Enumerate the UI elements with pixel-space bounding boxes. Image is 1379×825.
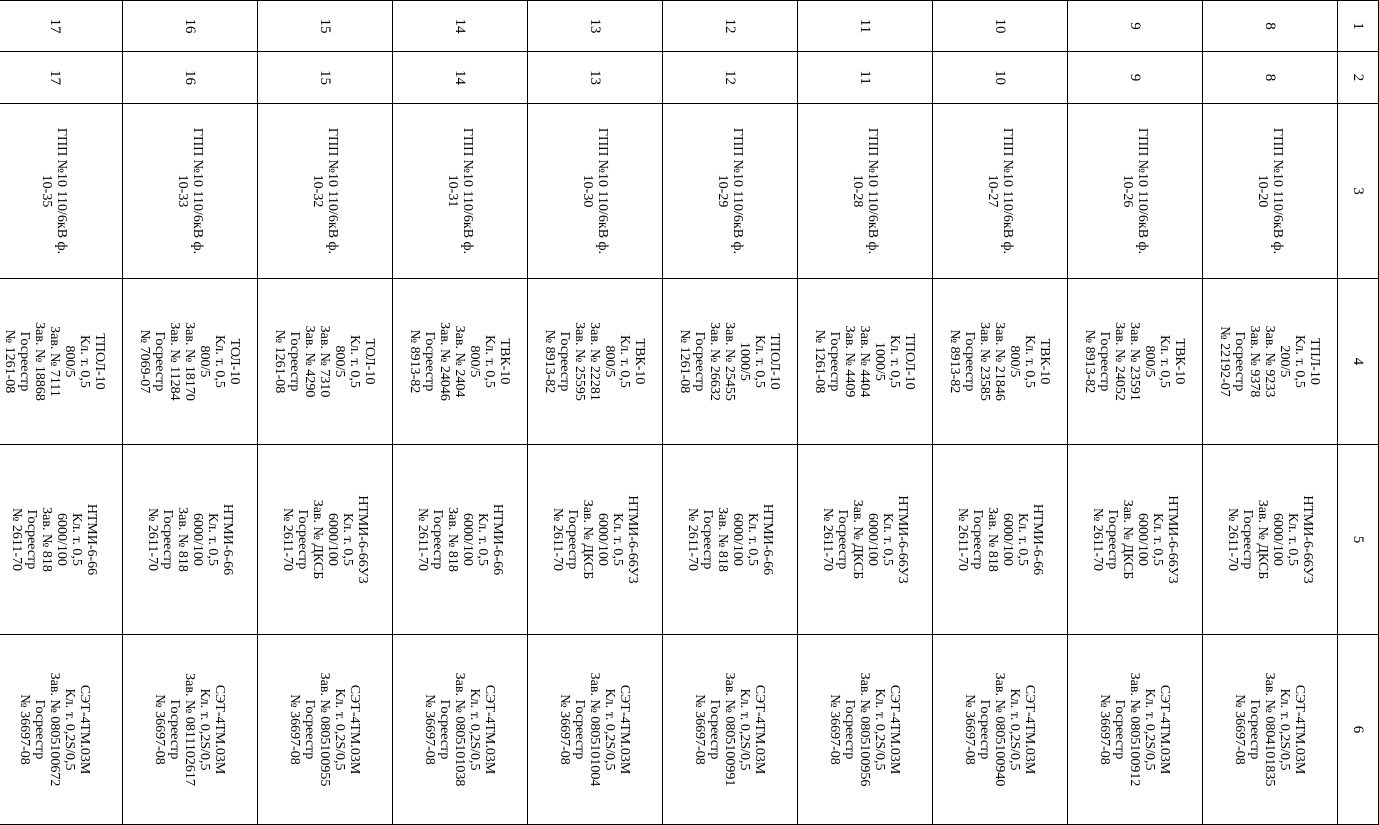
- cell-line: Зав. № 24052: [1112, 322, 1128, 401]
- cell-line: Зав. № 0805100955: [317, 672, 333, 787]
- cell-line: 1000/5: [737, 342, 753, 381]
- row-number-cell: 9: [1068, 1, 1203, 52]
- cell-line: № 1261-08: [2, 329, 17, 394]
- cell-line: Кл. т. 0,5: [617, 335, 633, 388]
- cell-line: № 1261-08: [677, 329, 693, 394]
- row-number-cell: 12: [663, 1, 798, 52]
- cell-line: 800/5: [62, 345, 77, 378]
- cell-line: НТМИ-6-66У3: [1300, 495, 1315, 584]
- connection-name-cell: [933, 104, 1068, 279]
- cell-line: НТМИ-6-66: [1030, 503, 1045, 576]
- cell-line: № 8913-82: [1082, 329, 1098, 394]
- cell-line: Кл. т. 0,2S/0,5: [1277, 688, 1293, 771]
- cell-line: Зав. № 0805101038: [452, 672, 468, 787]
- cell-line: Госреестр: [1105, 509, 1120, 570]
- cell-line: СЭТ-4ТМ.03М: [77, 684, 92, 775]
- cell-line: № 8913-82: [947, 329, 963, 394]
- cell-line: № 8913-82: [542, 329, 558, 394]
- meter-cell: [933, 635, 1068, 825]
- position-number-cell: 13: [528, 52, 663, 104]
- cell-line: Госреестр: [437, 699, 453, 760]
- connection-name-cell: [258, 104, 393, 279]
- table-row: [663, 1, 798, 825]
- voltage-transformer-cell: [1203, 445, 1338, 635]
- table-row: [393, 1, 528, 825]
- table-row: [933, 1, 1068, 825]
- cell-line: Кл. т. 0,2S/0,5: [1142, 688, 1158, 771]
- connection-name-cell: [393, 104, 528, 279]
- cell-line: НТМИ-6-66: [220, 503, 235, 576]
- cell-line: Госреестр: [1232, 331, 1248, 392]
- cell-line: Госреестр: [565, 509, 580, 570]
- cell-line: Госреестр: [835, 509, 850, 570]
- cell-line: Госреестр: [430, 509, 445, 570]
- cell-line: Зав. № ДКСБ: [1120, 499, 1135, 580]
- cell-line: 6000/100: [460, 513, 475, 566]
- cell-line: 6000/100: [1000, 513, 1015, 566]
- cell-line: Зав. № 24046: [437, 322, 453, 401]
- header-cell-2: 2: [1338, 52, 1379, 104]
- cell-line: № 2611-70: [9, 508, 25, 571]
- cell-line: ГПП №10 110/6кВ ф.: [1000, 127, 1015, 255]
- cell-line: 800/5: [1142, 345, 1158, 378]
- cell-line: Кл. т. 0,2S/0,5: [62, 688, 77, 771]
- position-number-cell: 9: [1068, 52, 1203, 104]
- position-number-cell: 14: [393, 52, 528, 104]
- cell-line: НТМИ-6-66У3: [625, 495, 640, 584]
- meter-cell: [1068, 635, 1203, 825]
- cell-line: Кл. т. 0,5: [610, 513, 625, 566]
- meter-cell: [123, 635, 258, 825]
- cell-line: Кл. т. 0,2S/0,5: [737, 688, 753, 771]
- cell-line: Госреестр: [842, 699, 858, 760]
- cell-line: Кл. т. 0,5: [1022, 335, 1038, 388]
- cell-line: Госреестр: [1112, 699, 1128, 760]
- cell-line: ТВК-10: [1037, 338, 1053, 385]
- cell-line: Зав. № 9233: [1262, 325, 1278, 398]
- cell-line: № 36697-08: [962, 694, 978, 765]
- cell-line: Зав. № 7111: [47, 326, 62, 397]
- cell-line: Зав. № 0805100672: [47, 672, 62, 787]
- cell-line: № 2611-70: [145, 508, 160, 571]
- cell-line: Госреестр: [160, 509, 175, 570]
- cell-line: СЭТ-4ТМ.03М: [1157, 684, 1173, 775]
- cell-line: СЭТ-4ТМ.03М: [1022, 684, 1038, 775]
- voltage-transformer-cell: [258, 445, 393, 635]
- cell-line: Госреестр: [1240, 509, 1255, 570]
- meter-cell: [528, 635, 663, 825]
- cell-line: СЭТ-4ТМ.03М: [752, 684, 768, 775]
- cell-line: Зав. № 818: [39, 507, 55, 572]
- table-row: [123, 1, 258, 825]
- cell-line: Зав. № 11284: [167, 322, 183, 401]
- cell-line: Госреестр: [422, 331, 438, 392]
- cell-line: Госреестр: [17, 331, 32, 392]
- connection-name-cell: [1203, 104, 1338, 279]
- cell-line: 800/5: [602, 345, 618, 378]
- cell-line: Зав. № 22281: [587, 322, 603, 401]
- cell-line: Госреестр: [707, 699, 723, 760]
- cell-line: № 36697-08: [1097, 694, 1113, 765]
- cell-line: Зав. № ДКСБ: [580, 499, 595, 580]
- cell-line: 1000/5: [872, 342, 888, 381]
- cell-line: Кл. т. 0,5: [1157, 335, 1173, 388]
- cell-line: 6000/100: [1270, 513, 1285, 566]
- cell-line: ТПОЛ-10: [902, 333, 918, 390]
- row-number-cell: 13: [528, 1, 663, 52]
- cell-line: Госреестр: [700, 509, 715, 570]
- current-transformer-cell: [1203, 279, 1338, 445]
- cell-line: Зав. № 7310: [317, 325, 333, 398]
- cell-line: Зав. № ДКСБ: [1255, 499, 1270, 580]
- cell-line: Кл. т. 0,5: [1015, 513, 1030, 566]
- cell-line: Зав. № ДКСБ: [850, 499, 865, 580]
- cell-line: Зав. № 18170: [182, 322, 198, 401]
- cell-line: Госреестр: [962, 331, 978, 392]
- current-transformer-cell: [933, 279, 1068, 445]
- cell-line: Кл. т. 0,2S/0,5: [197, 688, 213, 771]
- meter-cell: [0, 635, 123, 825]
- cell-line: Госреестр: [1247, 699, 1263, 760]
- voltage-transformer-cell: [663, 445, 798, 635]
- cell-line: 6000/100: [54, 513, 70, 566]
- cell-line: Зав. № 25455: [722, 322, 738, 401]
- cell-line: Зав. № 21846: [992, 322, 1008, 401]
- cell-line: Кл. т. 0,2S/0,5: [332, 688, 348, 771]
- cell-line: № 36697-08: [287, 694, 303, 765]
- current-transformer-cell: [798, 279, 933, 445]
- cell-line: Кл. т. 0,5: [340, 513, 355, 566]
- cell-line: ТПЛ-10: [1307, 338, 1323, 385]
- current-transformer-cell: [0, 279, 123, 445]
- meter-cell: [258, 635, 393, 825]
- cell-line: Госреестр: [1097, 331, 1113, 392]
- cell-line: 6000/100: [730, 513, 745, 566]
- cell-line: СЭТ-4ТМ.03М: [347, 684, 363, 775]
- cell-line: № 2611-70: [415, 508, 430, 571]
- cell-line: № 36697-08: [422, 694, 438, 765]
- cell-line: ГПП №10 110/6кВ ф.: [325, 127, 340, 255]
- cell-line: Зав. № 23591: [1127, 322, 1143, 401]
- cell-line: Зав. № 25595: [572, 322, 588, 401]
- cell-line: 6000/100: [1135, 513, 1150, 566]
- header-cell-4: 4: [1338, 279, 1379, 445]
- cell-line: ТОЛ-10: [362, 338, 378, 385]
- cell-line: ТПОЛ-10: [92, 333, 107, 390]
- row-number-cell: 16: [123, 1, 258, 52]
- cell-line: Госреестр: [287, 331, 303, 392]
- cell-line: Госреестр: [827, 331, 843, 392]
- meter-cell: [393, 635, 528, 825]
- cell-line: № 2611-70: [550, 508, 565, 571]
- cell-line: Зав. № 9378: [1247, 325, 1263, 398]
- cell-line: Зав. № 818: [985, 507, 1000, 572]
- current-transformer-cell: [528, 279, 663, 445]
- cell-line: № 1261-08: [272, 329, 288, 394]
- cell-line: Зав. № 0805100956: [857, 672, 873, 787]
- cell-line: ГПП №10 110/6кВ ф.: [730, 127, 745, 255]
- cell-line: № 2611-70: [1225, 508, 1240, 571]
- header-row: [1338, 1, 1379, 825]
- cell-line: 10-33: [175, 174, 190, 208]
- position-number-cell: 15: [258, 52, 393, 104]
- cell-line: 800/5: [332, 345, 348, 378]
- voltage-transformer-cell: [0, 445, 123, 635]
- meter-cell: [798, 635, 933, 825]
- cell-line: ГПП №10 110/6кВ ф.: [460, 127, 475, 255]
- cell-line: 800/5: [1007, 345, 1023, 378]
- cell-line: 10-20: [1255, 174, 1270, 208]
- current-transformer-cell: [663, 279, 798, 445]
- cell-line: 10-35: [39, 174, 55, 208]
- cell-line: ТВК-10: [1172, 338, 1188, 385]
- cell-line: Госреестр: [302, 699, 318, 760]
- header-cell-1: 1: [1338, 1, 1379, 52]
- cell-line: № 1261-08: [812, 329, 828, 394]
- cell-line: Зав. № ДКСБ: [310, 499, 325, 580]
- cell-line: Зав. № 818: [175, 507, 190, 572]
- cell-line: Кл. т. 0,2S/0,5: [467, 688, 483, 771]
- cell-line: № 36697-08: [17, 694, 32, 765]
- voltage-transformer-cell: [933, 445, 1068, 635]
- position-number-cell: 17: [0, 52, 123, 104]
- cell-line: Кл. т. 0,5: [1285, 513, 1300, 566]
- table-row: [1203, 1, 1338, 825]
- cell-line: 6000/100: [595, 513, 610, 566]
- cell-line: Кл. т. 0,2S/0,5: [602, 688, 618, 771]
- cell-line: № 2611-70: [820, 508, 835, 571]
- cell-line: 6000/100: [190, 513, 205, 566]
- connection-name-cell: [1068, 104, 1203, 279]
- current-transformer-cell: [1068, 279, 1203, 445]
- table-row: [258, 1, 393, 825]
- connection-name-cell: [0, 104, 123, 279]
- cell-line: 10-32: [310, 174, 325, 208]
- cell-line: Кл. т. 0,5: [745, 513, 760, 566]
- cell-line: № 36697-08: [1232, 694, 1248, 765]
- cell-line: Госреестр: [167, 699, 183, 760]
- current-transformer-cell: [123, 279, 258, 445]
- table-row: [798, 1, 933, 825]
- voltage-transformer-cell: [393, 445, 528, 635]
- position-number-cell: 10: [933, 52, 1068, 104]
- voltage-transformer-cell: [798, 445, 933, 635]
- cell-line: Зав. № 4290: [302, 325, 318, 398]
- position-number-cell: 11: [798, 52, 933, 104]
- cell-line: № 36697-08: [557, 694, 573, 765]
- cell-line: Зав. № 818: [715, 507, 730, 572]
- cell-line: ТОЛ-10: [227, 338, 243, 385]
- cell-line: Зав. № 2404: [452, 325, 468, 398]
- row-number-cell: 10: [933, 1, 1068, 52]
- cell-line: ГПП №10 110/6кВ ф.: [865, 127, 880, 255]
- cell-line: Зав. № 23585: [977, 322, 993, 401]
- cell-line: Госреестр: [692, 331, 708, 392]
- cell-line: СЭТ-4ТМ.03М: [482, 684, 498, 775]
- cell-line: СЭТ-4ТМ.03М: [617, 684, 633, 775]
- header-cell-6: 6: [1338, 635, 1379, 825]
- cell-line: Кл. т. 0,2S/0,5: [1007, 688, 1023, 771]
- cell-line: № 7069-07: [137, 329, 153, 394]
- cell-line: СЭТ-4ТМ.03М: [212, 684, 228, 775]
- meter-cell: [1203, 635, 1338, 825]
- cell-line: Кл. т. 0,5: [347, 335, 363, 388]
- cell-line: НТМИ-6-66: [760, 503, 775, 576]
- cell-line: Госреестр: [152, 331, 168, 392]
- cell-line: Зав. № 0805101004: [587, 672, 603, 787]
- position-number-cell: 8: [1203, 52, 1338, 104]
- cell-line: Зав. № 818: [445, 507, 460, 572]
- cell-line: Кл. т. 0,5: [887, 335, 903, 388]
- cell-line: СЭТ-4ТМ.03М: [1292, 684, 1308, 775]
- cell-line: Госреестр: [970, 509, 985, 570]
- cell-line: 6000/100: [325, 513, 340, 566]
- row-number-cell: 17: [0, 1, 123, 52]
- cell-line: № 2611-70: [955, 508, 970, 571]
- cell-line: Зав. № 4404: [857, 325, 873, 398]
- cell-line: Кл. т. 0,2S/0,5: [872, 688, 888, 771]
- cell-line: ГПП №10 110/6кВ ф.: [1135, 127, 1150, 255]
- position-number-cell: 16: [123, 52, 258, 104]
- cell-line: 10-31: [445, 174, 460, 208]
- cell-line: Кл. т. 0,5: [77, 335, 92, 388]
- cell-line: Зав. № 0805100940: [992, 672, 1008, 787]
- cell-line: Кл. т. 0,5: [212, 335, 228, 388]
- cell-line: Кл. т. 0,5: [752, 335, 768, 388]
- cell-line: Кл. т. 0,5: [475, 513, 490, 566]
- cell-line: Зав. № 4409: [842, 325, 858, 398]
- cell-line: Госреестр: [295, 509, 310, 570]
- cell-line: ГПП №10 110/6кВ ф.: [54, 127, 70, 255]
- connection-name-cell: [123, 104, 258, 279]
- cell-line: Кл. т. 0,5: [1150, 513, 1165, 566]
- cell-line: 10-27: [985, 174, 1000, 208]
- voltage-transformer-cell: [1068, 445, 1203, 635]
- connection-name-cell: [663, 104, 798, 279]
- row-number-cell: 11: [798, 1, 933, 52]
- cell-line: НТМИ-6-66: [490, 503, 505, 576]
- cell-line: НТМИ-6-66У3: [895, 495, 910, 584]
- row-number-cell: 14: [393, 1, 528, 52]
- connection-name-cell: [798, 104, 933, 279]
- cell-line: НТМИ-6-66: [84, 503, 100, 576]
- cell-line: ТВК-10: [497, 338, 513, 385]
- cell-line: № 22192-07: [1217, 326, 1233, 397]
- cell-line: Госреестр: [977, 699, 993, 760]
- header-cell-5: 5: [1338, 445, 1379, 635]
- current-transformer-cell: [393, 279, 528, 445]
- cell-line: 6000/100: [865, 513, 880, 566]
- cell-line: 800/5: [197, 345, 213, 378]
- header-cell-3: 3: [1338, 104, 1379, 279]
- cell-line: 800/5: [467, 345, 483, 378]
- cell-line: № 36697-08: [692, 694, 708, 765]
- cell-line: № 8913-82: [407, 329, 423, 394]
- cell-line: Зав. № 18868: [32, 322, 47, 401]
- cell-line: Зав. № 0805100912: [1127, 672, 1143, 787]
- cell-line: Кл. т. 0,5: [482, 335, 498, 388]
- cell-line: ГПП №10 110/6кВ ф.: [1270, 127, 1285, 255]
- cell-line: № 36697-08: [827, 694, 843, 765]
- row-number-cell: 8: [1203, 1, 1338, 52]
- position-number-cell: 12: [663, 52, 798, 104]
- voltage-transformer-cell: [528, 445, 663, 635]
- cell-line: 10-28: [850, 174, 865, 208]
- cell-line: ГПП №10 110/6кВ ф.: [595, 127, 610, 255]
- cell-line: ТПОЛ-10: [767, 333, 783, 390]
- cell-line: № 2611-70: [280, 508, 295, 571]
- cell-line: Кл. т. 0,5: [880, 513, 895, 566]
- cell-line: Госреестр: [557, 331, 573, 392]
- cell-line: 10-26: [1120, 174, 1135, 208]
- cell-line: Госреестр: [572, 699, 588, 760]
- cell-line: 10-29: [715, 174, 730, 208]
- cell-line: № 36697-08: [152, 694, 168, 765]
- voltage-transformer-cell: [123, 445, 258, 635]
- cell-line: 10-30: [580, 174, 595, 208]
- cell-line: № 2611-70: [685, 508, 700, 571]
- cell-line: Зав. № 0804101835: [1262, 672, 1278, 787]
- cell-line: Зав. № 26632: [707, 322, 723, 401]
- cell-line: Кл. т. 0,5: [69, 513, 85, 566]
- cell-line: Кл. т. 0,5: [205, 513, 220, 566]
- cell-line: НТМИ-6-66У3: [1165, 495, 1180, 584]
- cell-line: Зав. № 0805100991: [722, 672, 738, 787]
- cell-line: Госреестр: [24, 509, 40, 570]
- table-row: [1068, 1, 1203, 825]
- connection-name-cell: [528, 104, 663, 279]
- cell-line: Госреестр: [32, 699, 47, 760]
- cell-line: СЭТ-4ТМ.03М: [887, 684, 903, 775]
- cell-line: ТВК-10: [632, 338, 648, 385]
- current-transformer-cell: [258, 279, 393, 445]
- table-row: [528, 1, 663, 825]
- row-number-cell: 15: [258, 1, 393, 52]
- cell-line: № 2611-70: [1090, 508, 1105, 571]
- cell-line: Зав. № 0811102617: [182, 673, 198, 786]
- cell-line: Кл. т. 0,5: [1292, 335, 1308, 388]
- table-row: [0, 1, 123, 825]
- meter-cell: [663, 635, 798, 825]
- cell-line: ГПП №10 110/6кВ ф.: [190, 127, 205, 255]
- cell-line: НТМИ-6-66У3: [355, 495, 370, 584]
- cell-line: 200/5: [1277, 345, 1293, 378]
